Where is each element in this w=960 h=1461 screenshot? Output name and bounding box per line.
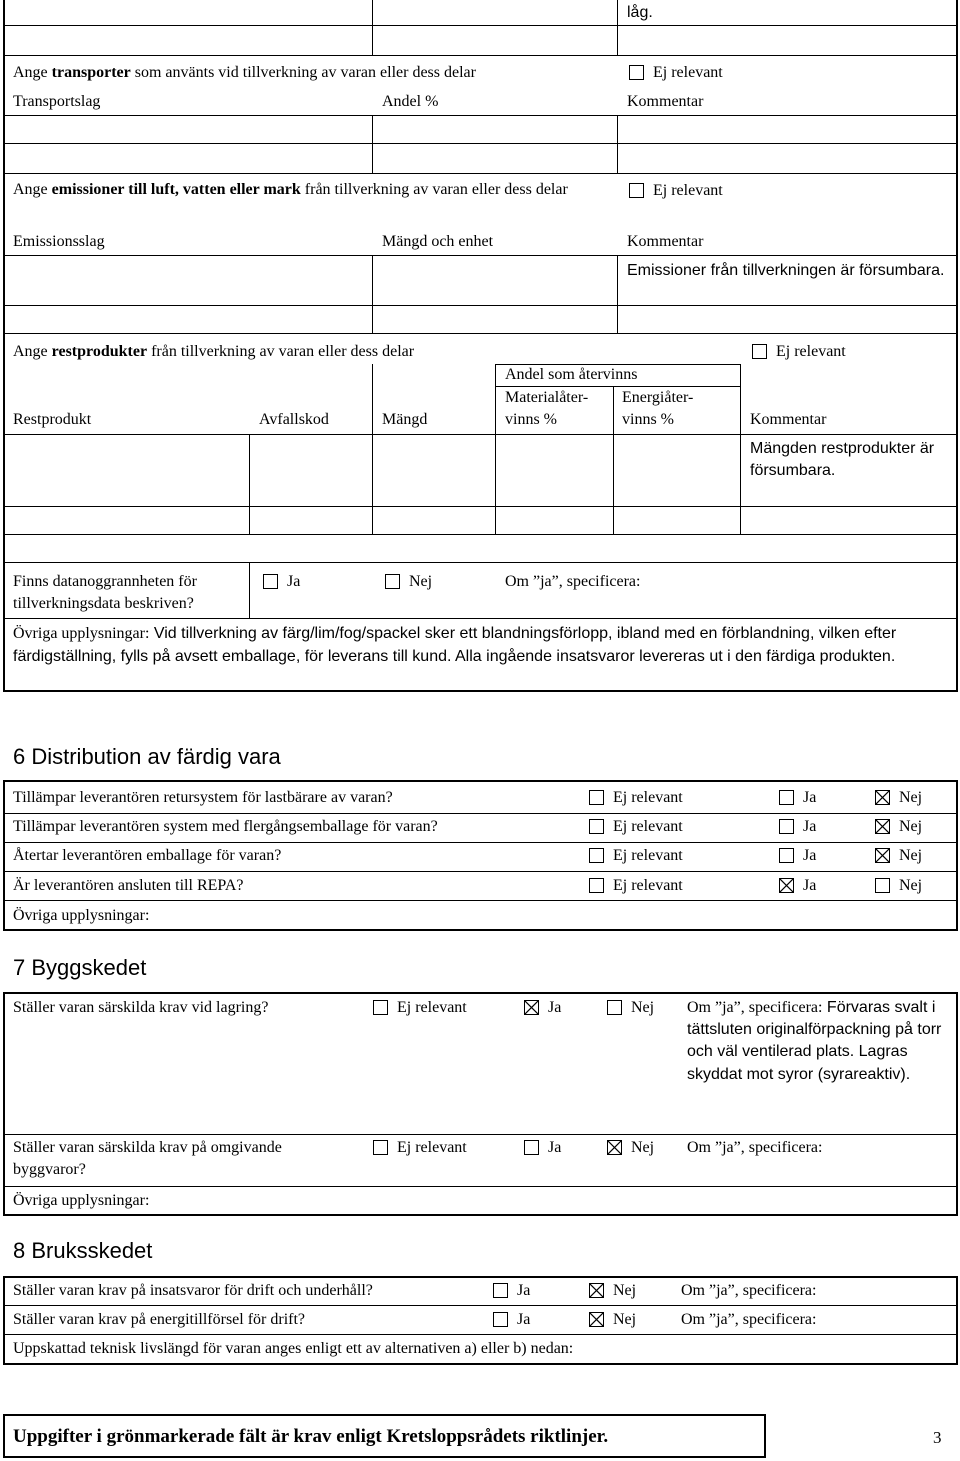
- livslangd-row: Uppskattad teknisk livslängd för varan anges enligt ett av alternativen a) eller b) nedan:: [13, 1340, 574, 1357]
- datanoggrannhet-ja-label: Ja: [287, 573, 301, 590]
- transport-ej-relevant-checkbox[interactable]: [629, 65, 644, 80]
- section-6-ovriga: Övriga upplysningar:: [13, 907, 150, 924]
- lagring-question: Ställer varan särskilda krav vid lagring?: [13, 999, 269, 1016]
- section-6-title: 6 Distribution av färdig vara: [13, 744, 281, 769]
- col-andel: Andel %: [382, 93, 439, 110]
- energi-nej-checkbox[interactable]: [589, 1312, 604, 1327]
- col-restprodukt: Restprodukt: [13, 411, 92, 428]
- omgivande-question: Ställer varan särskilda krav på omgivande byggvaror?: [13, 1139, 282, 1178]
- ja-label: Ja: [803, 847, 817, 864]
- ej-relevant-checkbox[interactable]: [589, 878, 604, 893]
- restprodukt-ej-relevant-checkbox[interactable]: [752, 344, 767, 359]
- nej-label: Nej: [899, 877, 923, 894]
- col-rest-kommentar: Kommentar: [750, 411, 827, 428]
- nej-checkbox[interactable]: [875, 848, 890, 863]
- insatsvaror-question: Ställer varan krav på insatsvaror för drift och underhåll?: [13, 1282, 373, 1299]
- emission-ej-relevant-label: Ej relevant: [653, 182, 723, 199]
- page-number: 3: [933, 1428, 942, 1447]
- insatsvaror-om-ja: Om ”ja”, specificera:: [681, 1282, 817, 1299]
- ej-relevant-label: Ej relevant: [613, 818, 683, 835]
- ej-relevant-label: Ej relevant: [613, 789, 683, 806]
- energi-om-ja: Om ”ja”, specificera:: [681, 1311, 817, 1328]
- restprodukt-ej-relevant-label: Ej relevant: [776, 343, 846, 360]
- omgivande-ja-checkbox[interactable]: [524, 1140, 539, 1155]
- col-transportslag: Transportslag: [13, 93, 101, 110]
- insatsvaror-ja-label: Ja: [517, 1282, 531, 1299]
- ja-label: Ja: [803, 789, 817, 806]
- nej-label: Nej: [899, 818, 923, 835]
- lagring-nej-checkbox[interactable]: [607, 1000, 622, 1015]
- col-avfallskod: Avfallskod: [259, 411, 329, 428]
- omgivande-nej-checkbox[interactable]: [607, 1140, 622, 1155]
- restprodukt-question: Ange restprodukter från tillverkning av varan eller dess delar: [13, 343, 415, 360]
- emission-comment: Emissioner från tillverkningen är försumbara.: [627, 262, 945, 279]
- col-transport-kommentar: Kommentar: [627, 93, 704, 110]
- insatsvaror-nej-checkbox[interactable]: [589, 1283, 604, 1298]
- energi-ja-checkbox[interactable]: [493, 1312, 508, 1327]
- ej-relevant-label: Ej relevant: [613, 877, 683, 894]
- ja-label: Ja: [803, 818, 817, 835]
- lagring-ej-relevant-label: Ej relevant: [397, 999, 467, 1016]
- emission-question: Ange emissioner till luft, vatten eller mark från tillverkning av varan eller dess delar: [13, 181, 568, 198]
- omgivande-ej-relevant-label: Ej relevant: [397, 1139, 467, 1156]
- insatsvaror-nej-label: Nej: [613, 1282, 637, 1299]
- footer-text: Uppgifter i grönmarkerade fält är krav enligt Kretsloppsrådets riktlinjer.: [13, 1426, 609, 1447]
- nej-checkbox[interactable]: [875, 819, 890, 834]
- lagring-specification: Om ”ja”, specificera: Förvaras svalt i tättsluten originalförpackning på torr och väl ventilerad plats. Lagras skyddat mot syror (syrareaktiv).: [687, 999, 942, 1083]
- datanoggrannhet-nej-label: Nej: [409, 573, 433, 590]
- col-energi-line2: vinns %: [622, 411, 674, 428]
- ej-relevant-checkbox[interactable]: [589, 819, 604, 834]
- ej-relevant-checkbox[interactable]: [589, 790, 604, 805]
- datanoggrannhet-ja-checkbox[interactable]: [263, 574, 278, 589]
- insatsvaror-ja-checkbox[interactable]: [493, 1283, 508, 1298]
- lagring-ej-relevant-checkbox[interactable]: [373, 1000, 388, 1015]
- nej-checkbox[interactable]: [875, 790, 890, 805]
- ja-checkbox[interactable]: [779, 819, 794, 834]
- omgivande-nej-label: Nej: [631, 1139, 655, 1156]
- section-7-ovriga: Övriga upplysningar:: [13, 1192, 150, 1209]
- omgivande-om-ja: Om ”ja”, specificera:: [687, 1139, 823, 1156]
- section-6-question: Tillämpar leverantören system med flergångsemballage för varan?: [13, 818, 438, 835]
- transport-ej-relevant-label: Ej relevant: [653, 64, 723, 81]
- omgivande-ej-relevant-checkbox[interactable]: [373, 1140, 388, 1155]
- andel-header: Andel som återvinns: [505, 366, 638, 383]
- nej-label: Nej: [899, 847, 923, 864]
- lagring-ja-checkbox[interactable]: [524, 1000, 539, 1015]
- lag-text: låg.: [627, 4, 653, 21]
- col-material-line2: vinns %: [505, 411, 557, 428]
- ja-checkbox[interactable]: [779, 790, 794, 805]
- lagring-ja-label: Ja: [548, 999, 562, 1016]
- col-energi-line1: Energiåter-: [622, 389, 694, 406]
- section-6-question: Är leverantören ansluten till REPA?: [13, 877, 244, 894]
- lagring-nej-label: Nej: [631, 999, 655, 1016]
- ej-relevant-checkbox[interactable]: [589, 848, 604, 863]
- ja-checkbox[interactable]: [779, 848, 794, 863]
- section-8-title: 8 Bruksskedet: [13, 1238, 153, 1263]
- col-emission-kommentar: Kommentar: [627, 233, 704, 250]
- col-mangd-enhet: Mängd och enhet: [382, 233, 494, 250]
- nej-label: Nej: [899, 789, 923, 806]
- omgivande-ja-label: Ja: [548, 1139, 562, 1156]
- emission-ej-relevant-checkbox[interactable]: [629, 183, 644, 198]
- ja-label: Ja: [803, 877, 817, 894]
- section-7-title: 7 Byggskedet: [13, 955, 147, 980]
- col-emissionsslag: Emissionsslag: [13, 233, 105, 250]
- col-material-line1: Materialåter-: [505, 389, 589, 406]
- section-6-question: Tillämpar leverantören retursystem för lastbärare av varan?: [13, 789, 393, 806]
- ej-relevant-label: Ej relevant: [613, 847, 683, 864]
- section-6-question: Återtar leverantören emballage för varan?: [13, 847, 282, 864]
- nej-checkbox[interactable]: [875, 878, 890, 893]
- restprodukt-comment: Mängden restprodukter är försumbara.: [750, 440, 935, 479]
- datanoggrannhet-om-ja: Om ”ja”, specificera:: [505, 573, 641, 590]
- col-mangd: Mängd: [382, 411, 428, 428]
- ja-checkbox[interactable]: [779, 878, 794, 893]
- energi-question: Ställer varan krav på energitillförsel för drift?: [13, 1311, 306, 1328]
- energi-ja-label: Ja: [517, 1311, 531, 1328]
- energi-nej-label: Nej: [613, 1311, 637, 1328]
- datanoggrannhet-ovriga: Övriga upplysningar: Vid tillverkning av färg/lim/fog/spackel sker ett blandningsförlopp, ibland med en förblandning, vilken efter färdigställning, fylls på avsett emballage, för leverans till kund. Alla ingående insatsvaror levereras ut i den färdiga produkten.: [13, 625, 897, 665]
- datanoggrannhet-nej-checkbox[interactable]: [385, 574, 400, 589]
- datanoggrannhet-question: Finns datanoggrannheten för tillverkningsdata beskriven?: [13, 573, 197, 612]
- transport-question: Ange transporter som använts vid tillverkning av varan eller dess delar: [13, 64, 476, 81]
